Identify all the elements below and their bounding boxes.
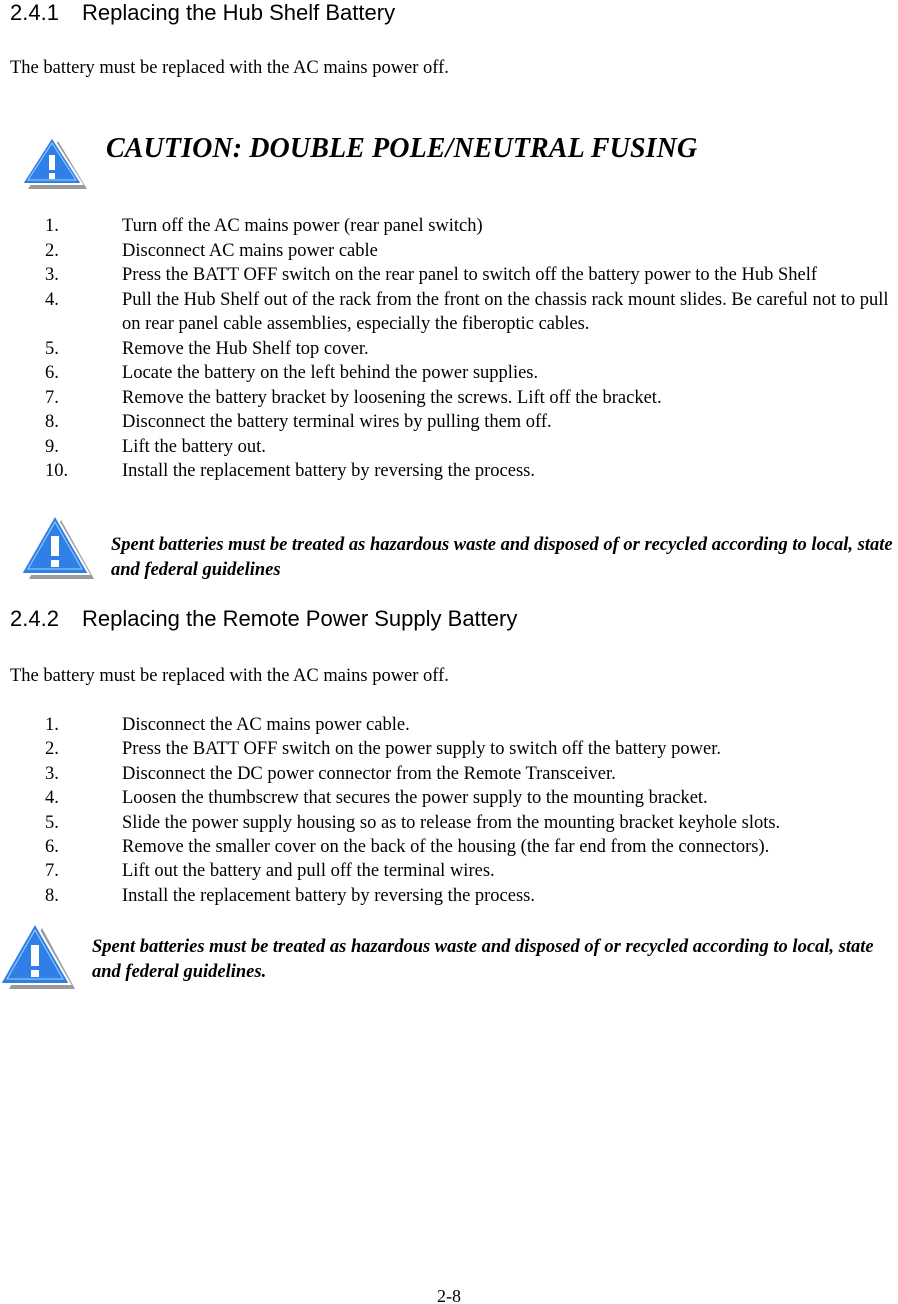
step-text: Locate the battery on the left behind the power supplies.: [122, 363, 539, 383]
section-intro: The battery must be replaced with the AC mains power off.: [10, 58, 449, 78]
step-text: Slide the power supply housing so as to release from the mounting bracket keyhole slots.: [122, 812, 781, 833]
step-text: Loosen the thumbscrew that secures the power supply to the mounting bracket.: [122, 788, 708, 809]
step-text: Pull the Hub Shelf out of the rack from the front on the chassis rack mount slides. Be careful not to pull on rear panel cable assemblies, especially the fiberoptic cables.: [122, 289, 889, 334]
list-item: [0, 713, 898, 737]
warning-icon: [14, 136, 88, 190]
step-number: 5.: [45, 338, 59, 359]
list-item: [0, 884, 898, 908]
list-item: [0, 361, 898, 386]
list-item: [0, 786, 898, 810]
warning-icon: [0, 922, 76, 990]
step-text: Install the replacement battery by reversing the process.: [122, 461, 536, 481]
list-item: [0, 337, 898, 362]
list-item: [0, 459, 898, 484]
step-number: 7.: [45, 861, 59, 882]
steps-list-remote-power-supply: [0, 713, 898, 908]
step-text: Lift the battery out.: [122, 436, 266, 457]
step-text: Install the replacement battery by reversing the process.: [122, 885, 536, 906]
page-number: 2-8: [437, 1286, 461, 1304]
step-text: Disconnect the DC power connector from the Remote Transceiver.: [122, 763, 616, 784]
section-title: Replacing the Remote Power Supply Battery: [82, 606, 518, 631]
section-title: Replacing the Hub Shelf Battery: [82, 0, 396, 25]
step-text: Disconnect the battery terminal wires by pulling them off.: [122, 412, 552, 432]
step-text: Press the BATT OFF switch on the power supply to switch off the battery power.: [122, 739, 721, 760]
section-intro: The battery must be replaced with the AC mains power off.: [10, 666, 449, 686]
step-text: Press the BATT OFF switch on the rear panel to switch off the battery power to the Hub Shelf: [122, 265, 817, 285]
step-text: Lift out the battery and pull off the terminal wires.: [122, 861, 495, 882]
step-number: 2.: [45, 240, 59, 261]
section-heading-2-4-2: [10, 606, 517, 632]
list-item: [0, 835, 898, 859]
step-number: 1.: [45, 216, 59, 236]
step-number: 2.: [45, 739, 59, 760]
list-item: [0, 239, 898, 264]
step-number: 4.: [45, 788, 59, 809]
hazard-warning-text: Spent batteries must be treated as hazardous waste and disposed of or recycled according to local, state and federal guidelines: [111, 535, 893, 580]
list-item: [0, 214, 898, 239]
step-number: 8.: [45, 412, 59, 432]
step-text: Disconnect the AC mains power cable.: [122, 715, 410, 735]
step-text: Disconnect AC mains power cable: [122, 240, 378, 261]
list-item: [0, 811, 898, 835]
step-number: 8.: [45, 885, 59, 906]
step-text: Remove the Hub Shelf top cover.: [122, 338, 369, 359]
step-number: 5.: [45, 812, 59, 833]
step-number: 1.: [45, 715, 59, 735]
step-number: 10.: [45, 461, 69, 481]
section-number: 2.4.1: [10, 0, 59, 25]
step-number: 4.: [45, 289, 59, 310]
hazard-warning-text: Spent batteries must be treated as hazardous waste and disposed of or recycled according to local, state and federal guidelines.: [92, 937, 874, 982]
step-number: 3.: [45, 265, 59, 285]
list-item: [0, 859, 898, 883]
section-number: 2.4.2: [10, 606, 59, 631]
step-number: 6.: [45, 837, 59, 858]
section-heading-2-4-1: [10, 0, 395, 26]
step-number: 6.: [45, 363, 59, 383]
list-item: [0, 410, 898, 435]
warning-icon: [15, 514, 95, 580]
list-item: [0, 386, 898, 411]
step-text: Turn off the AC mains power (rear panel switch): [122, 216, 483, 236]
list-item: [0, 762, 898, 786]
list-item: [0, 737, 898, 761]
caution-title: CAUTION: DOUBLE POLE/NEUTRAL FUSING: [106, 133, 698, 164]
step-number: 9.: [45, 436, 59, 457]
step-number: 7.: [45, 387, 59, 408]
list-item: [0, 288, 898, 337]
list-item: [0, 263, 898, 288]
steps-list-hub-shelf: [0, 214, 898, 484]
step-text: Remove the battery bracket by loosening the screws. Lift off the bracket.: [122, 387, 662, 408]
step-text: Remove the smaller cover on the back of the housing (the far end from the connectors).: [122, 837, 770, 858]
step-number: 3.: [45, 763, 59, 784]
list-item: [0, 435, 898, 460]
